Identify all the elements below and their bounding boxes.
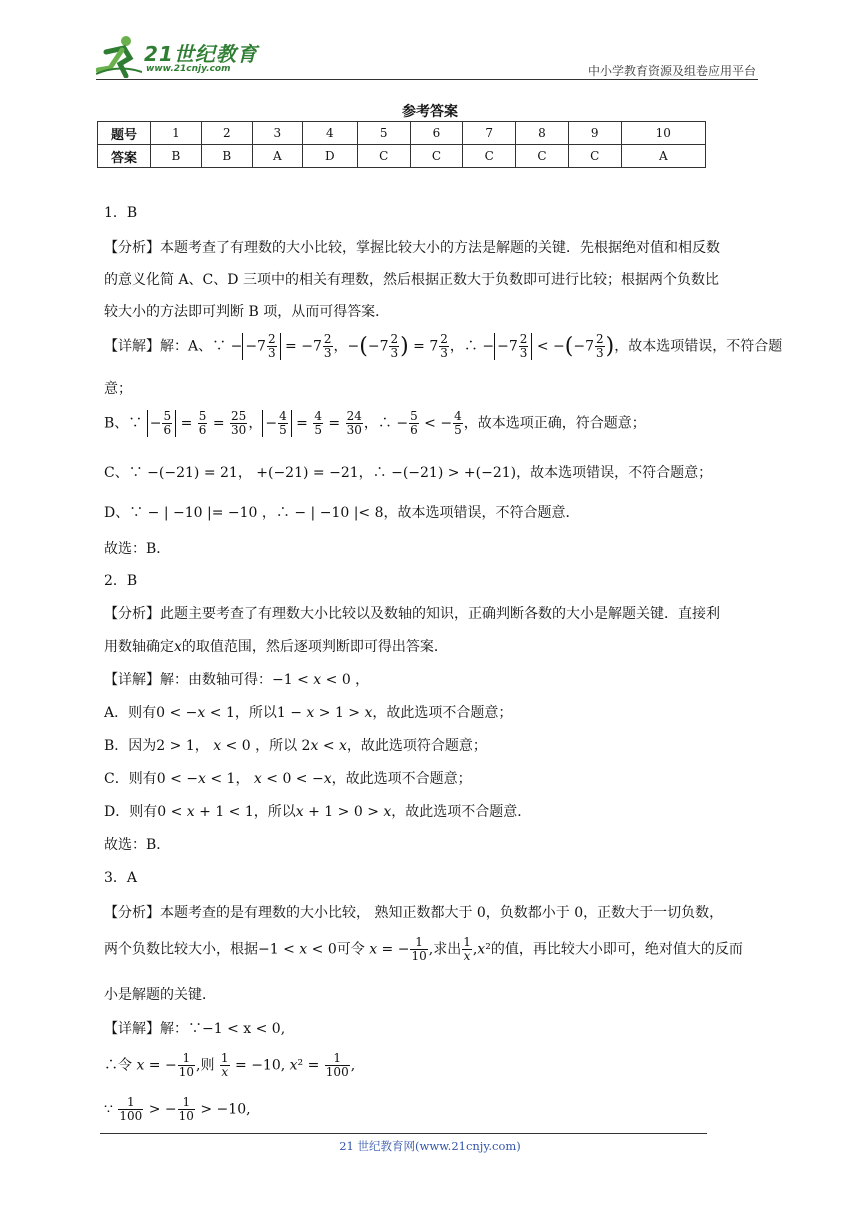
- q2-option-b: B．因为2 > 1， x < 0 ，所以 2x < x，故此选项符合题意；: [104, 738, 487, 754]
- question-number: 10: [621, 122, 705, 145]
- question-number: 9: [568, 122, 621, 145]
- question-number: 6: [410, 122, 463, 145]
- answer-cell: A: [252, 145, 302, 168]
- text: 用数轴确定: [104, 639, 174, 655]
- table-row: [98, 122, 706, 145]
- logo-url: www.21cnjy.com: [146, 64, 231, 74]
- q3-heading: 3．A: [104, 870, 138, 886]
- question-number: 7: [463, 122, 516, 145]
- question-number: 1: [151, 122, 202, 145]
- q2-option-a: A．则有0 < −x < 1，所以1 − x > 1 > x，故此选项不合题意；: [104, 705, 513, 721]
- q1-heading: 1．B: [104, 205, 138, 221]
- question-number: 3: [252, 122, 302, 145]
- q1-detail-end: 意；: [104, 381, 132, 397]
- text: ，故此选项不合题意．: [391, 804, 532, 820]
- runner-logo-icon: [96, 34, 142, 78]
- question-number: 5: [357, 122, 410, 145]
- footer-divider: [100, 1133, 707, 1134]
- text: 【详解】解：A、: [104, 338, 213, 355]
- q2-option-d: D．则有0 < x + 1 < 1，所以x + 1 > 0 > x，故此选项不合题意．: [104, 804, 532, 820]
- q2-analysis-line: 【分析】此题主要考查了有理数大小比较以及数轴的知识，正确判断各数的大小是解题关键．直接利: [104, 606, 720, 622]
- answer-table: [97, 121, 706, 168]
- text: ，故本选项错误，不符合题: [614, 338, 783, 355]
- text: ，故此选项不合题意；: [331, 771, 472, 787]
- question-number: 4: [302, 122, 357, 145]
- answer-cell: C: [463, 145, 516, 168]
- text: ，故此选项不合题意；: [372, 705, 513, 721]
- text: ,则: [196, 1057, 215, 1074]
- site-logo: [96, 34, 266, 78]
- q2-heading: 2．B: [104, 573, 138, 589]
- text: C．则有: [104, 771, 157, 787]
- q1-detail-c: C、∵ −(−21) = 21， +(−21) = −21，∴ −(−21) > +(−21)，故本选项错误，不符合题意；: [104, 465, 713, 481]
- answer-cell: D: [302, 145, 357, 168]
- text: ，所以: [253, 804, 296, 820]
- question-number: 2: [201, 122, 252, 145]
- question-number: 8: [516, 122, 569, 145]
- platform-name: 中小学教育资源及组卷应用平台: [587, 64, 756, 78]
- row-label: 答案: [98, 145, 151, 168]
- q3-analysis-line: 两个负数比较大小，根据−1 < x < 0可令 x = − $\frac{1}{10}$ ,求出 $\frac{1}{x}$ ,x²的值，再比较大小即可，绝对值大的反而: [104, 935, 743, 963]
- answer-cell: B: [201, 145, 252, 168]
- logo-text: 21世纪教育: [144, 42, 258, 66]
- q1-detail-a: 【详解】解：A、∵ − −7 $\frac{2}{3}$ = −7 $\frac{2}{3}$ ，−(−7 $\frac{2}{3}$ ) = 7 $\frac{2}{3}$ ，∴ − −7 $\frac{2}{3}$ < −(−7 $\frac{2}{3}$ )，故本选项错误，不符合题: [104, 332, 783, 360]
- text: 的取值范围，然后逐项判断即可得出答案．: [181, 639, 448, 655]
- text: ，所以: [234, 705, 277, 721]
- text: ，故本选项错误，不符合题意．: [383, 505, 580, 521]
- text: 可令: [336, 941, 365, 958]
- q2-choose: 故选：B．: [104, 837, 171, 853]
- text: ,求出: [428, 941, 462, 958]
- page-title: 参考答案: [402, 104, 458, 120]
- text: ，故此选项符合题意；: [346, 738, 487, 754]
- answer-cell: B: [151, 145, 202, 168]
- header-divider: [96, 79, 758, 80]
- text: D、: [104, 505, 130, 521]
- text: 【详解】解：由数轴可得：: [104, 672, 272, 688]
- text: ，故本选项正确，符合题意；: [463, 415, 646, 432]
- answer-cell: C: [568, 145, 621, 168]
- q2-analysis-line: 用数轴确定x的取值范围，然后逐项判断即可得出答案．: [104, 639, 448, 655]
- answer-cell: A: [621, 145, 705, 168]
- text: 两个负数比较大小，根据: [104, 941, 258, 958]
- text: C、: [104, 465, 129, 481]
- text: 的值，再比较大小即可，绝对值大的反而: [490, 941, 743, 958]
- text: ，故本选项错误，不符合题意；: [516, 465, 713, 481]
- q2-option-c: C．则有0 < −x < 1， x < 0 < −x，故此选项不合题意；: [104, 771, 472, 787]
- text: D．则有: [104, 804, 158, 820]
- page-header: [96, 34, 756, 80]
- q1-analysis-line: 【分析】本题考查了有理数的大小比较，掌握比较大小的方法是解题的关键．先根据绝对值和相反数: [104, 240, 720, 256]
- answer-cell: C: [516, 145, 569, 168]
- q3-compare: ∵ $\frac{1}{100}$ > − $\frac{1}{10}$ > −10,: [104, 1095, 251, 1123]
- text: ∴令: [104, 1057, 132, 1074]
- q1-analysis-line: 较大小的方法即可判断 B 项，从而可得答案．: [104, 304, 390, 320]
- text: B．因为: [104, 738, 157, 754]
- q1-detail-b: B、∵ − $\frac{5}{6}$ = $\frac{5}{6}$ = $\frac{25}{30}$ ， − $\frac{4}{5}$ = $\frac{4}{5}$ = $\frac{24}{30}$ ，∴ − $\frac{5}{6}$ < − $\frac{4}{5}$ ，故本选项正确，符合题意；: [104, 409, 646, 437]
- table-row: [98, 145, 706, 168]
- q3-analysis-line: 【分析】本题考查的是有理数的大小比较， 熟知正数都大于 0，负数都小于 0，正数大于一切负数，: [104, 905, 724, 921]
- q1-detail-d: D、∵ − | −10 |= −10 ，∴ − | −10 |< 8，故本选项错误，不符合题意．: [104, 505, 580, 521]
- answer-cell: C: [357, 145, 410, 168]
- q3-detail: 【详解】解：∵−1 < x < 0,: [104, 1021, 286, 1037]
- page-footer: 21 世纪教育网(www.21cnjy.com): [339, 1139, 521, 1153]
- q1-choose: 故选：B．: [104, 541, 171, 557]
- text: A．则有: [104, 705, 157, 721]
- q3-analysis-line: 小是解题的关键．: [104, 987, 216, 1003]
- q2-detail: 【详解】解：由数轴可得：−1 < x < 0 ，: [104, 672, 370, 688]
- answer-cell: C: [410, 145, 463, 168]
- q3-let: ∴令 x = − $\frac{1}{10}$ ,则 $\frac{1}{x}$ = −10, x² = $\frac{1}{100}$ ,: [104, 1051, 356, 1079]
- row-label: 题号: [98, 122, 151, 145]
- q1-analysis-line: 的意义化简 A、C、D 三项中的相关有理数，然后根据正数大于负数即可进行比较；根据两个负数比: [104, 272, 719, 288]
